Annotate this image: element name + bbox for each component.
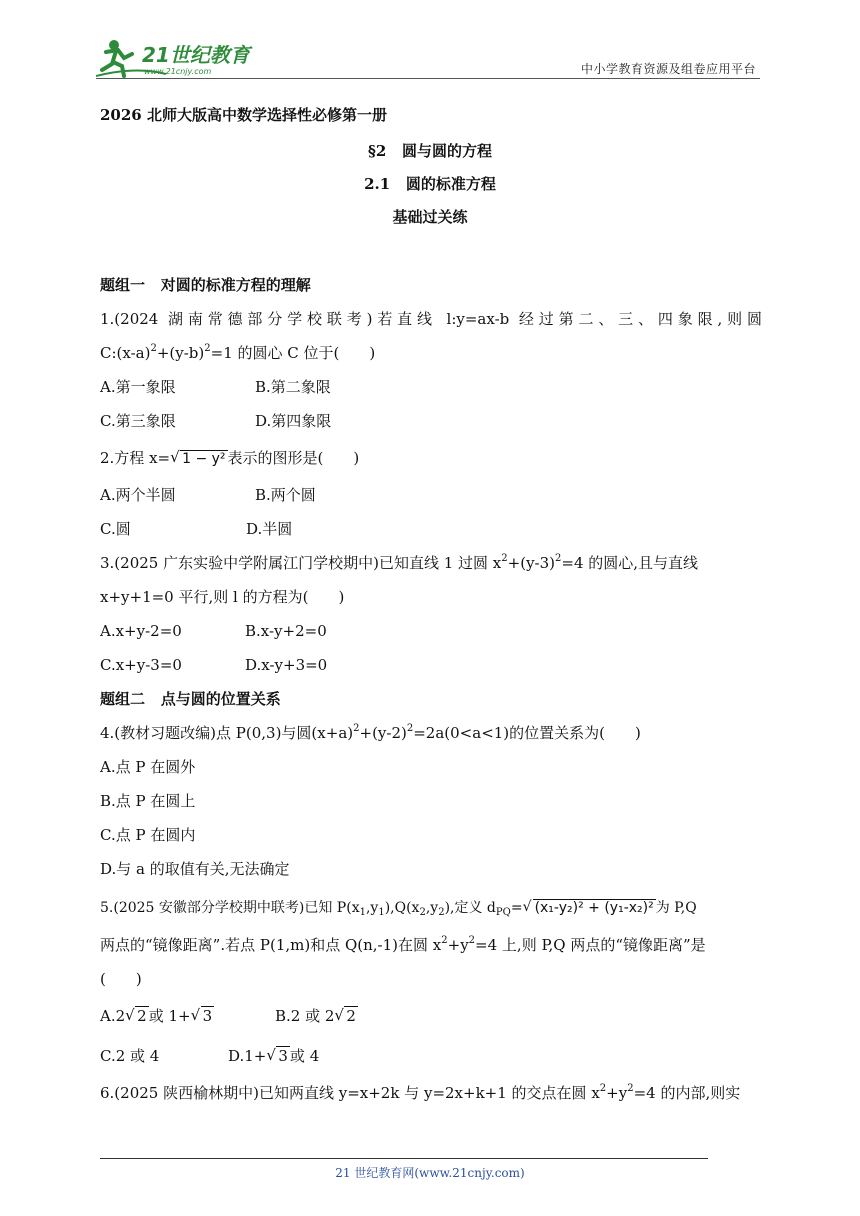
option-d[interactable]: D.半圆 <box>246 520 293 538</box>
option-b[interactable]: B.点 P 在圆上 <box>100 792 196 810</box>
question-4-stem: 4.(教材习题改编)点 P(0,3)与圆$(x+a)^2+(y-2)^2=2a(0<a<1)$的位置关系为( ) <box>100 723 641 742</box>
option-c[interactable]: C.x+y-3=0 <box>100 656 182 674</box>
option-d[interactable]: D.x-y+3=0 <box>245 656 328 674</box>
section-number: §2 <box>368 142 387 160</box>
question-2-options-row2 <box>100 512 762 546</box>
question-5-options-row2 <box>100 1036 762 1076</box>
question-3-stem-cont: x+y+1=0 平行,则 l 的方程为( ) <box>100 588 345 606</box>
runner-logo-icon <box>96 36 256 80</box>
option-b[interactable]: B.x-y+2=0 <box>245 622 327 640</box>
subsection-number: 2.1 <box>364 175 391 193</box>
sqrt-expression: √ 1 − y² <box>170 438 227 479</box>
question-5-stem-cont: 两点的“镜像距离”.若点 P(1,m)和点 Q(n,-1)在圆 $x^2+y^2=4$ 上,则 P,Q 两点的“镜像距离”是 <box>100 935 706 954</box>
book-title: 2026 北师大版高中数学选择性必修第一册 <box>100 106 387 124</box>
option-b[interactable]: B.两个圆 <box>255 486 316 504</box>
question-3-stem: 3.(2025 广东实验中学附属江门学校期中)已知直线 1 过圆 $x^2+(y-3)^2=4$ 的圆心,且与直线 <box>100 553 699 572</box>
section-heading <box>0 140 860 161</box>
question-1-options-row1 <box>100 370 762 404</box>
group-heading: 题组一 对圆的标准方程的理解 <box>100 276 311 294</box>
question-2-options-row1 <box>100 478 762 512</box>
logo-text: 21世纪教育 <box>142 43 250 67</box>
question-3-options-row1 <box>100 614 762 648</box>
subsection-heading <box>0 173 860 194</box>
option-c[interactable]: C.2 或 4 <box>100 1047 160 1065</box>
question-6-stem: 6.(2025 陕西榆林期中)已知两直线 y=x+2k 与 y=2x+k+1 的交点在圆 $x^2+y^2=4$ 的内部,则实 <box>100 1083 741 1102</box>
section-title: 圆与圆的方程 <box>401 142 492 160</box>
sqrt-expression: √ (x₁-y₂)² + (y₁-x₂)² <box>523 886 656 930</box>
question-2-stem: 2.方程 x=√ 1 − y² 表示的图形是( ) <box>100 438 762 478</box>
header-divider <box>96 78 760 79</box>
site-name: 中小学教育资源及组卷应用平台 <box>580 62 756 76</box>
option-a[interactable]: A.两个半圆 <box>100 486 176 504</box>
question-1-options-row2 <box>100 404 762 438</box>
option-c[interactable]: C.圆 <box>100 520 131 538</box>
option-a[interactable]: A.第一象限 <box>100 378 176 396</box>
option-a[interactable]: A.x+y-2=0 <box>100 622 182 640</box>
question-5-answer-paren: ( ) <box>100 970 142 988</box>
footer-link[interactable]: 21 世纪教育网(www.21cnjy.com) <box>335 1166 525 1180</box>
question-3-options-row2 <box>100 648 762 682</box>
option-b[interactable]: B.2 或 2√ 2 <box>275 996 358 1036</box>
option-a[interactable]: A.点 P 在圆外 <box>100 758 196 776</box>
question-1-stem-cont: $C:(x-a)^2+(y-b)^2=1$ 的圆心 C 位于( ) <box>100 343 376 362</box>
site-logo <box>96 36 256 80</box>
option-c[interactable]: C.点 P 在圆内 <box>100 826 196 844</box>
drill-title: 基础过关练 <box>392 208 468 226</box>
question-5-options-row1 <box>100 996 762 1036</box>
subsection-title: 圆的标准方程 <box>405 175 496 193</box>
option-d[interactable]: D.1+√ 3 或 4 <box>228 1036 319 1076</box>
question-list <box>100 268 762 1110</box>
footer-divider <box>100 1158 708 1159</box>
option-d[interactable]: D.第四象限 <box>255 412 332 430</box>
logo-url: www.21cnjy.com <box>144 67 212 76</box>
option-d[interactable]: D.与 a 的取值有关,无法确定 <box>100 860 290 878</box>
option-a[interactable]: A.2√ 2 或 1+√ 3 <box>100 996 275 1036</box>
group-heading: 题组二 点与圆的位置关系 <box>100 690 281 708</box>
question-1-stem: 1.(2024 湖南常德部分学校联考)若直线 l:y=ax-b 经过第二、三、四象限,则圆 <box>100 310 762 328</box>
option-c[interactable]: C.第三象限 <box>100 412 176 430</box>
option-b[interactable]: B.第二象限 <box>255 378 331 396</box>
question-5-stem: 5.(2025 安徽部分学校期中联考)已知 $P(x_1,y_1),Q(x_2,y_2)$,定义 $d_{PQ}=√$ (x₁-y₂)² + (y₁-x₂)² 为 P,Q <box>100 886 762 928</box>
